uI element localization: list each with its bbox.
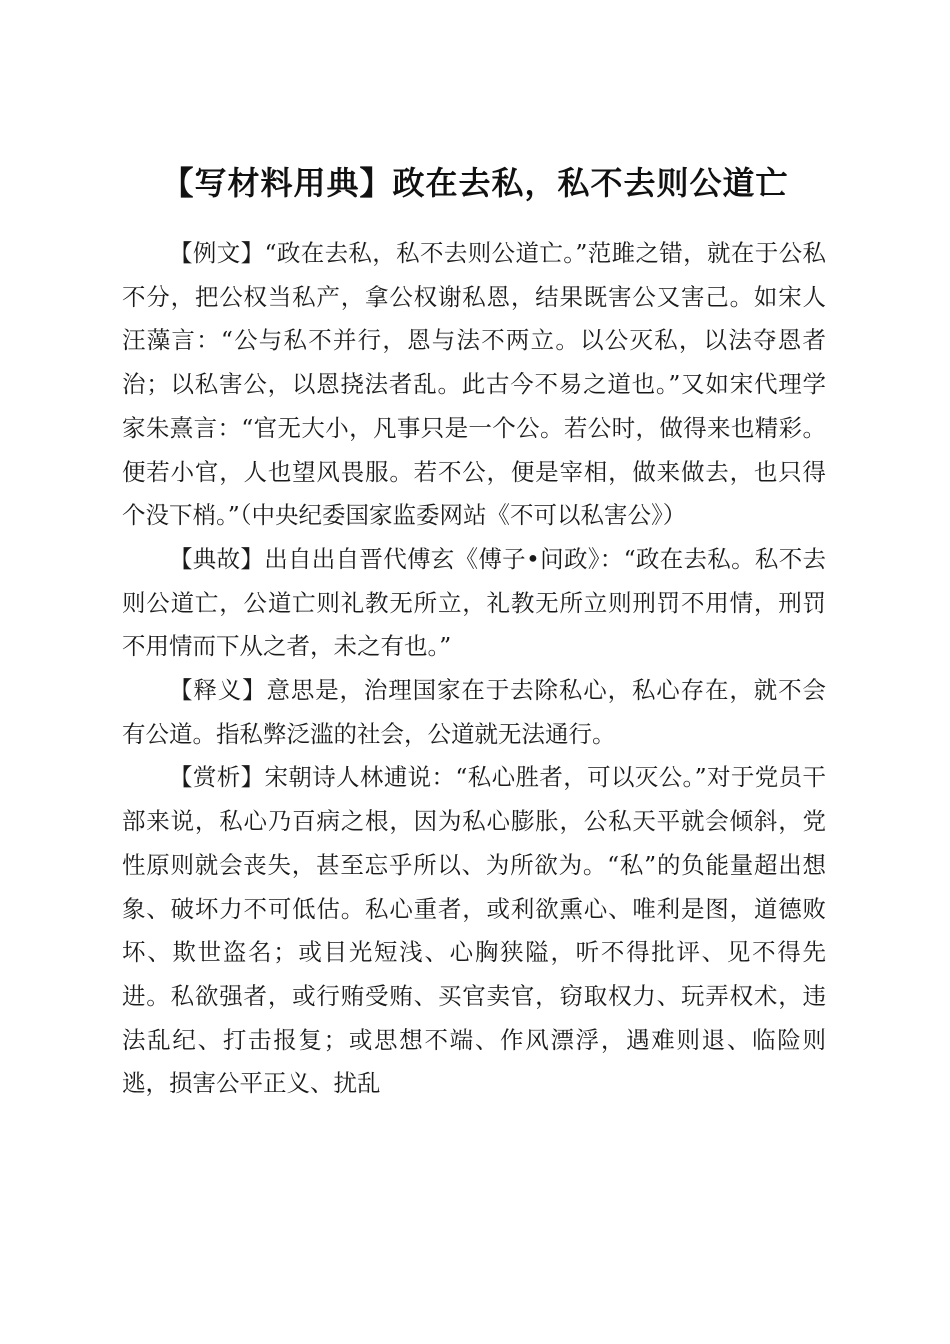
document-title: 【写材料用典】政在去私，私不去则公道亡 (161, 164, 789, 203)
document-body (122, 232, 826, 1106)
paragraph-source: 【典故】出自出自晋代傅玄《傅子•问政》：“政在去私。私不去则公道亡，公道亡则礼教无所立，礼教无所立则刑罚不用情，刑罚不用情而下从之者，未之有也。” (122, 544, 826, 661)
paragraph-analysis: 【赏析】宋朝诗人林逋说：“私心胜者，可以灭公。”对于党员干部来说，私心乃百病之根，因为私心膨胀，公私天平就会倾斜，党性原则就会丧失，甚至忘乎所以、为所欲为。“私”的负能量超出想象、破坏力不可低估。私心重者，或利欲熏心、唯利是图，道德败坏、欺世盗名；或目光短浅、心胸狭隘，听不得批评、见不得先进。私欲强者，或行贿受贿、买官卖官，窃取权力、玩弄权术，违法乱纪、打击报复；或思想不端、作风漂浮，遇难则退、临险则逃，损害公平正义、扰乱 (122, 763, 826, 1098)
paragraph-example: 【例文】“政在去私，私不去则公道亡。”范雎之错，就在于公私不分，把公权当私产，拿公权谢私恩，结果既害公又害己。如宋人汪藻言：“公与私不并行，恩与法不两立。以公灭私，以法夺恩者治；以私害公，以恩挠法者乱。此古今不易之道也。”又如宋代理学家朱熹言：“官无大小，凡事只是一个公。若公时，做得来也精彩。便若小官，人也望风畏服。若不公，便是宰相，做来做去，也只得个没下梢。”（中央纪委国家监委网站《不可以私害公》） (122, 239, 826, 530)
paragraph-meaning: 【释义】意思是，治理国家在于去除私心，私心存在，就不会有公道。指私弊泛滥的社会，公道就无法通行。 (122, 676, 826, 748)
